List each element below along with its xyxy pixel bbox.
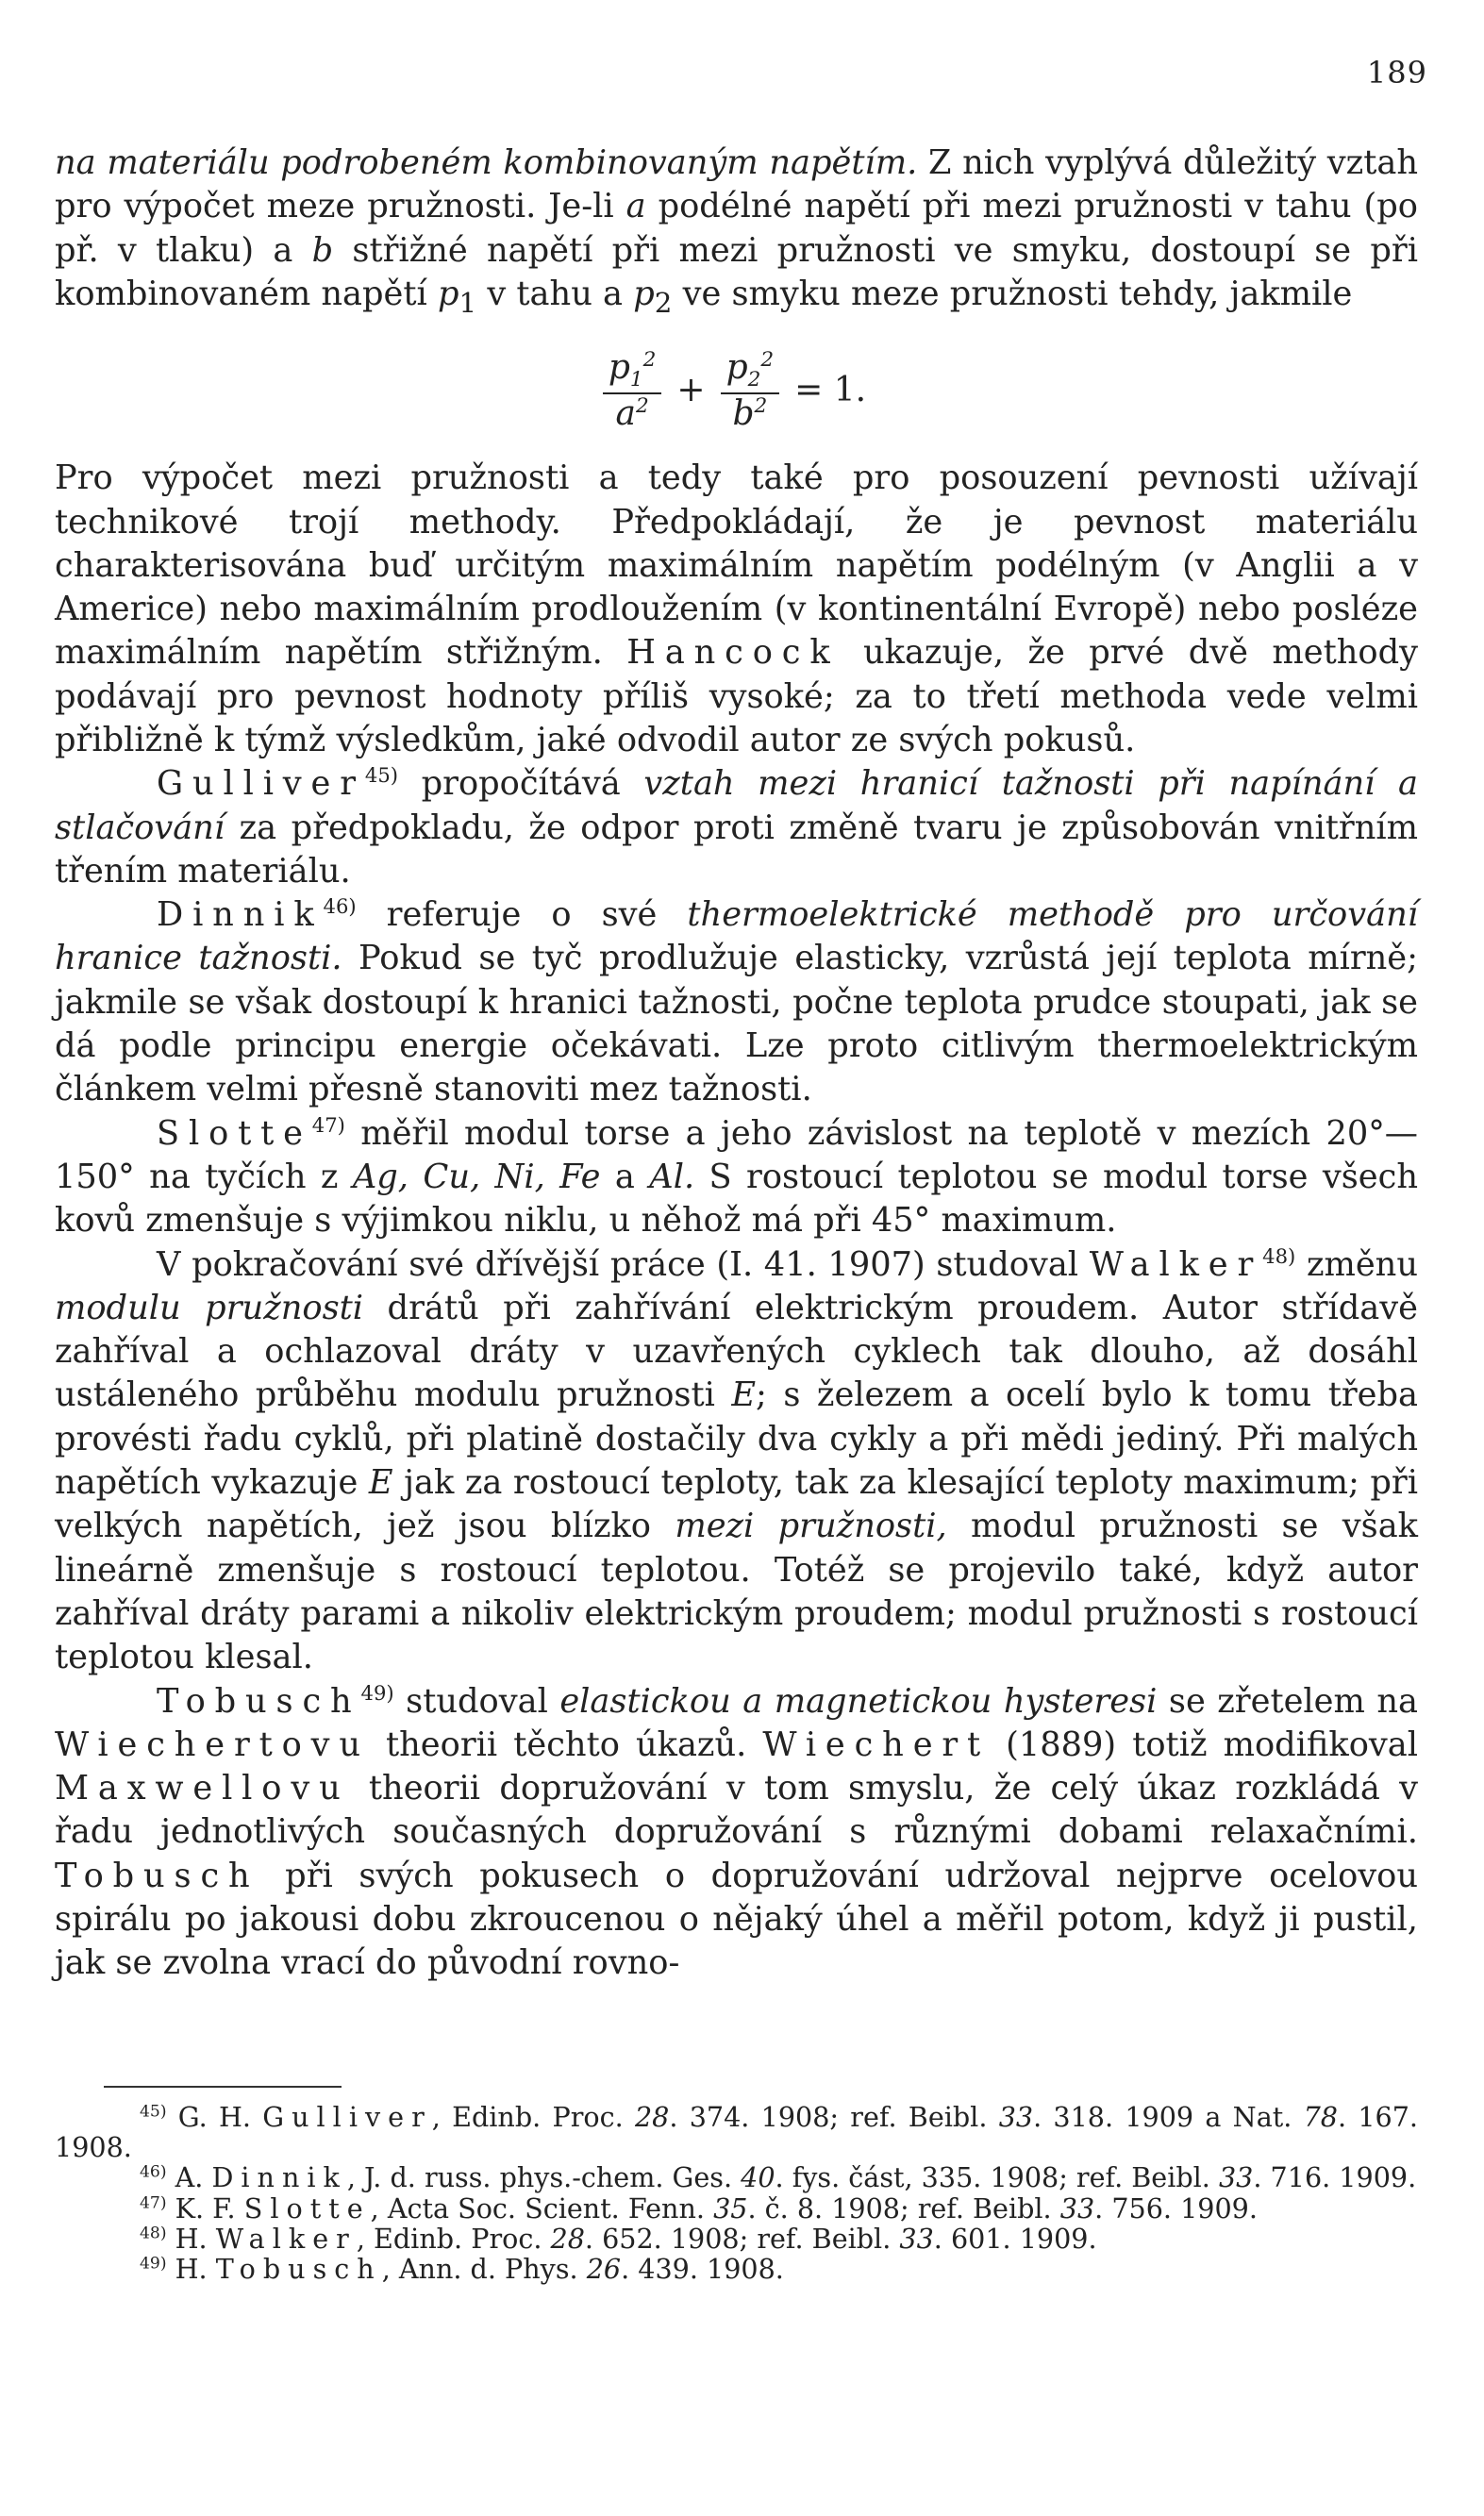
fraction-2: $\frac{p_2^2}{b^2}$ — [721, 348, 780, 433]
author-name: Walker — [1089, 1244, 1263, 1284]
paragraph-4: Dinnik$^{46)}$ referuje o své thermoelektrické methodě pro určování hranice tažnosti. Pokud se tyč prodlužuje elasticky, vzrůstá její teplota mírně; jakmile se však dostoupí k hranici tažnosti, počne teplota prudce stoupati, jak se dá podle principu energie očekávati. Lze proto citlivým thermoelektrickým článkem velmi přesně stanoviti mez tažnosti. — [55, 894, 1418, 1109]
footnote-47: $^{47)}$ K. F. Slotte, Acta Soc. Scient. Fenn. 35. č. 8. 1908; ref. Beibl. 33. 756. 1909. — [140, 2191, 1258, 2224]
variable-p1: p — [437, 274, 459, 313]
footnote-49: $^{49)}$ H. Tobusch, Ann. d. Phys. 26. 439. 1908. — [140, 2253, 784, 2286]
footnote-48: $^{48)}$ H. Walker, Edinb. Proc. 28. 652. 1908; ref. Beibl. 33. 601. 1909. — [140, 2222, 1097, 2255]
footnote-ref: 48) — [1262, 1243, 1296, 1268]
author-name: Dinnik — [157, 895, 324, 935]
paragraph-6: V pokračování své dřívější práce (I. 41. 1907) studoval Walker$^{48)}$ změnu modulu pružnosti drátů při zahřívání elektrickým proudem. Autor střídavě zahříval a ochlazoval dráty v uzavřených cyklech tak dlouho, až dosáhl ustáleného průběhu modulu pružnosti E; s železem a ocelí bylo k tomu třeba provésti řadu cyklů, při platině dostačily dva cykly a při mědi jediný. Při malých napětích vykazuje E jak za rostoucí teploty, tak za klesající teploty maximum; při velkých napětích, jež jsou blízko mezi pružnosti, modul pružnosti se však lineárně zmenšuje s rostoucí teplotou. Totéž se projevilo také, když autor zahříval dráty parami a nikoliv elektrickým proudem; modul pružnosti s rostoucí teplotou klesal. — [55, 1243, 1418, 1677]
author-name: Hancock — [626, 633, 840, 673]
paragraph-7: Tobusch$^{49)}$ studoval elastickou a magnetickou hysteresi se zřetelem na Wiechertovu theorii těchto úkazů. Wiechert (1889) totiž modifikoval Maxwellovu theorii dopružování v tom smyslu, že celý úkaz rozkládá v řadu jednotlivých současných dopružování s různými dobami relaxačními. Tobusch při svých pokusech o dopružování udržoval nejprve ocelovou spirálu po jakousi dobu zkroucenou o nějaký úhel a měřil potom, když ji pustil, jak se zvolna vrací do původní rovno- — [55, 1680, 1419, 1983]
plus-sign: + — [676, 371, 706, 410]
paragraph-3: Gulliver$^{45)}$ propočítává vztah mezi hranicí tažnosti při napínání a stlačování za předpokladu, že odpor proti změně tvaru je způsobován vnitřním třením materiálu. — [55, 763, 1419, 891]
variable-b: b — [311, 230, 334, 270]
footnote-ref: 45) — [364, 763, 399, 788]
body-text — [55, 142, 1418, 1986]
paragraph-5: Slotte$^{47)}$ měřil modul torse a jeho závislost na teplotě v mezích 20°—150° na tyčích z Ag, Cu, Ni, Fe a Al. S rostoucí teplotou se modul torse všech kovů zmenšuje s výjimkou niklu, u něhož má při 45° maximum. — [55, 1112, 1418, 1241]
author-name: Slotte — [157, 1113, 312, 1153]
footnote-45: $^{45)}$ G. H. Gulliver, Edinb. Proc. 28. 374. 1908; ref. Beibl. 33. 318. 1909 a Nat. 78. 167. 1908. — [55, 2101, 1418, 2164]
equals-one: = 1. — [794, 371, 867, 410]
formula — [55, 325, 1418, 457]
footnote-ref: 49) — [360, 1680, 394, 1705]
paragraph-2: Pro výpočet mezi pružnosti a tedy také pro posouzení pevnosti užívají technikové trojí methody. Předpokládají, že je pevnost materiálu charakterisována buď určitým maximálním napětím podélným (v Anglii a v Americe) nebo maximálním prodloužením (v kontinentální Evropě) nebo posléze maximálním napětím střižným. Hancock ukazuje, že prvé dvě methody podávají pro pevnost hodnoty příliš vysoké; za to třetí methoda vede velmi přibližně k týmž výsledkům, jaké odvodil autor ze svých pokusů. — [55, 458, 1418, 759]
footnote-ref: 46) — [323, 894, 357, 919]
author-name: Tobusch — [157, 1681, 361, 1721]
italic-phrase: na materiálu podrobeném kombinovaným napětím. — [55, 143, 918, 182]
variable-p2: p — [633, 274, 655, 313]
author-name: Gulliver — [157, 764, 365, 804]
fraction-1: $\frac{p_1^2}{a^2}$ — [603, 348, 662, 433]
footnote-ref: 47) — [311, 1112, 345, 1137]
footnote-divider — [104, 2086, 342, 2088]
footnotes — [55, 2102, 1418, 2284]
paragraph-1: na materiálu podrobeném kombinovaným napětím. Z nich vyplývá důležitý vztah pro výpočet meze pružnosti. Je-li a podélné napětí při mezi pružnosti v tahu (po př. v tlaku) a b střižné napětí při mezi pružnosti ve smyku, dostoupí se při kombinovaném napětí $p_1$ v tahu a $p_2$ ve smyku meze pružnosti tehdy, jakmile — [55, 143, 1418, 319]
page-number: 189 — [1366, 55, 1427, 91]
variable-a: a — [625, 187, 646, 226]
footnote-46: $^{46)}$ A. Dinnik, J. d. russ. phys.-chem. Ges. 40. fys. část, 335. 1908; ref. Beibl. 33. 716. 1909. — [140, 2161, 1417, 2194]
